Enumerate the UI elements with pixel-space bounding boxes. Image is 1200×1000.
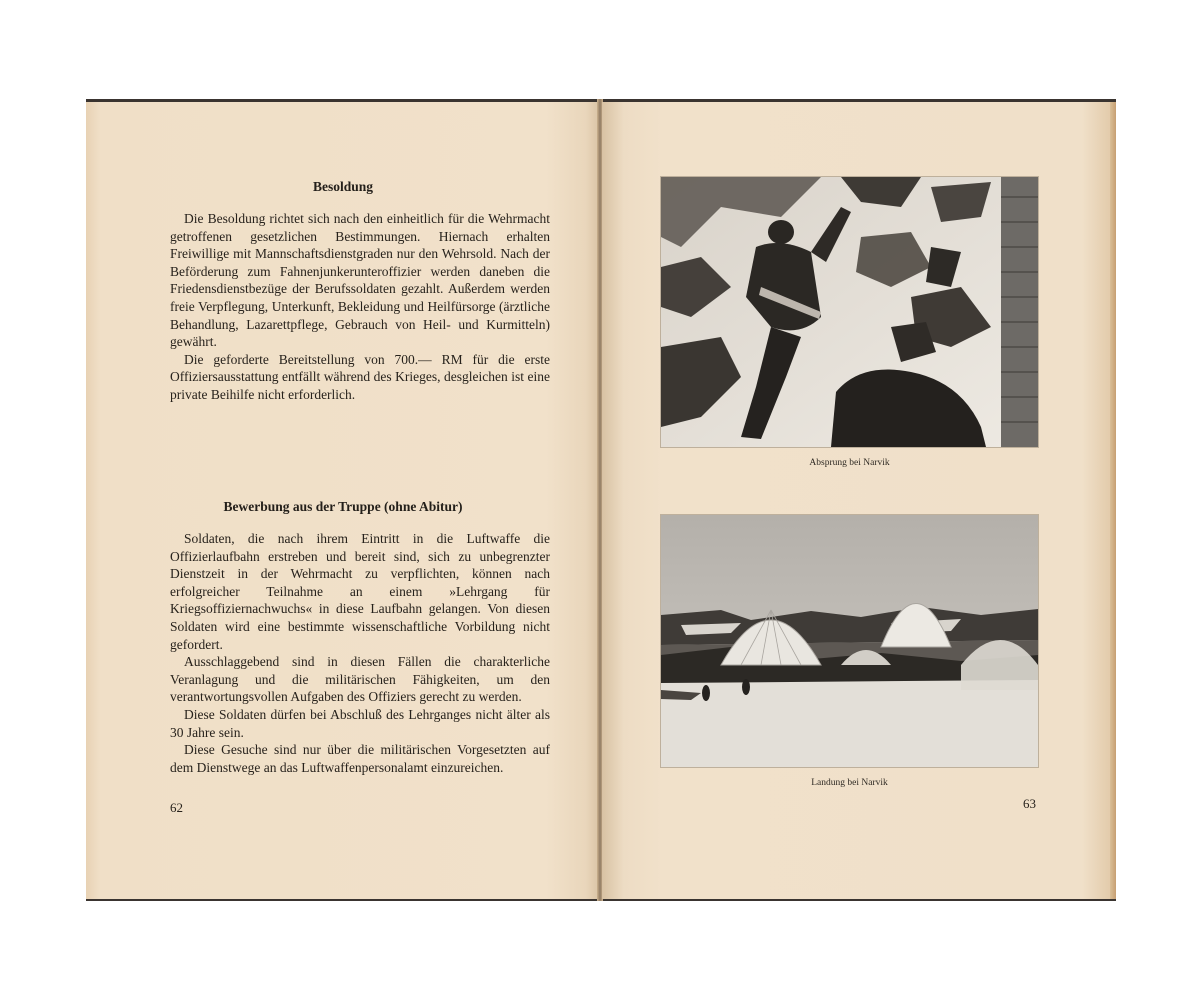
open-book bbox=[86, 99, 1116, 901]
photo-absprung bbox=[661, 177, 1038, 447]
page-number-left: 62 bbox=[170, 800, 183, 815]
paragraph: Soldaten, die nach ihrem Eintritt in die Luftwaffe die Offizierlaufbahn erstreben und bereit sind, sich zu unbegrenzter Dienstzeit in der Wehrmacht zu verpflichten, können nach erfolgreicher Teilnahme an einem »Lehrgang für Kriegsoffiziernachwuchs« in diese Laufbahn gelangen. Von diesen Soldaten wird eine bestimmte wissenschaftliche Vorbildung nicht gefordert. bbox=[170, 531, 550, 652]
left-page bbox=[86, 102, 600, 899]
besoldung-text bbox=[170, 210, 550, 404]
photo-landung bbox=[661, 515, 1038, 767]
paragraph: Diese Soldaten dürfen bei Abschluß des Lehrganges nicht älter als 30 Jahre sein. bbox=[170, 706, 550, 740]
paragraph: Diese Gesuche sind nur über die militärischen Vorgesetzten auf dem Dienstwege an das Luftwaffenpersonalamt einzureichen. bbox=[170, 742, 550, 775]
parachute-landing-photo bbox=[661, 515, 1038, 767]
photo-caption-absprung: Absprung bei Narvik bbox=[809, 458, 890, 468]
page-number-right: 63 bbox=[1023, 796, 1036, 811]
page-edge bbox=[1110, 102, 1116, 899]
parachutist-jump-photo bbox=[661, 177, 1038, 447]
section-title-bewerbung: Bewerbung aus der Truppe (ohne Abitur) bbox=[223, 499, 463, 514]
paragraph: Ausschlaggebend sind in diesen Fällen die charakterliche Veranlagung und die militärischen Fähigkeiten, um den verantwortungsvollen Aufgaben des Offiziers gerecht zu werden. bbox=[170, 654, 550, 705]
section-title-besoldung: Besoldung bbox=[312, 179, 374, 194]
paragraph: Die Besoldung richtet sich nach den einheitlich für die Wehrmacht getroffenen gesetzlichen Bestimmungen. Hiernach erhalten Freiwillige mit Mannschaftsdienstgraden nur den Wehrsold. Nach der Beförderung zum Fahnenjunkerunteroffizier werden daneben die Friedensdienstbezüge der Berufssoldaten gezahlt. Außerdem werden freie Verpflegung, Unterkunft, Bekleidung und Heilfürsorge (ärztliche Behandlung, Lazarettpflege, Gebrauch von Heil- und Kurmitteln) gewährt. bbox=[170, 211, 550, 350]
right-page bbox=[602, 102, 1112, 899]
bewerbung-text bbox=[170, 530, 550, 776]
paragraph: Die geforderte Bereitstellung von 700.— RM für die erste Offiziersausstattung entfällt während des Krieges, desgleichen ist eine private Beihilfe nicht erforderlich. bbox=[170, 351, 550, 402]
photo-caption-landung: Landung bei Narvik bbox=[811, 778, 888, 788]
